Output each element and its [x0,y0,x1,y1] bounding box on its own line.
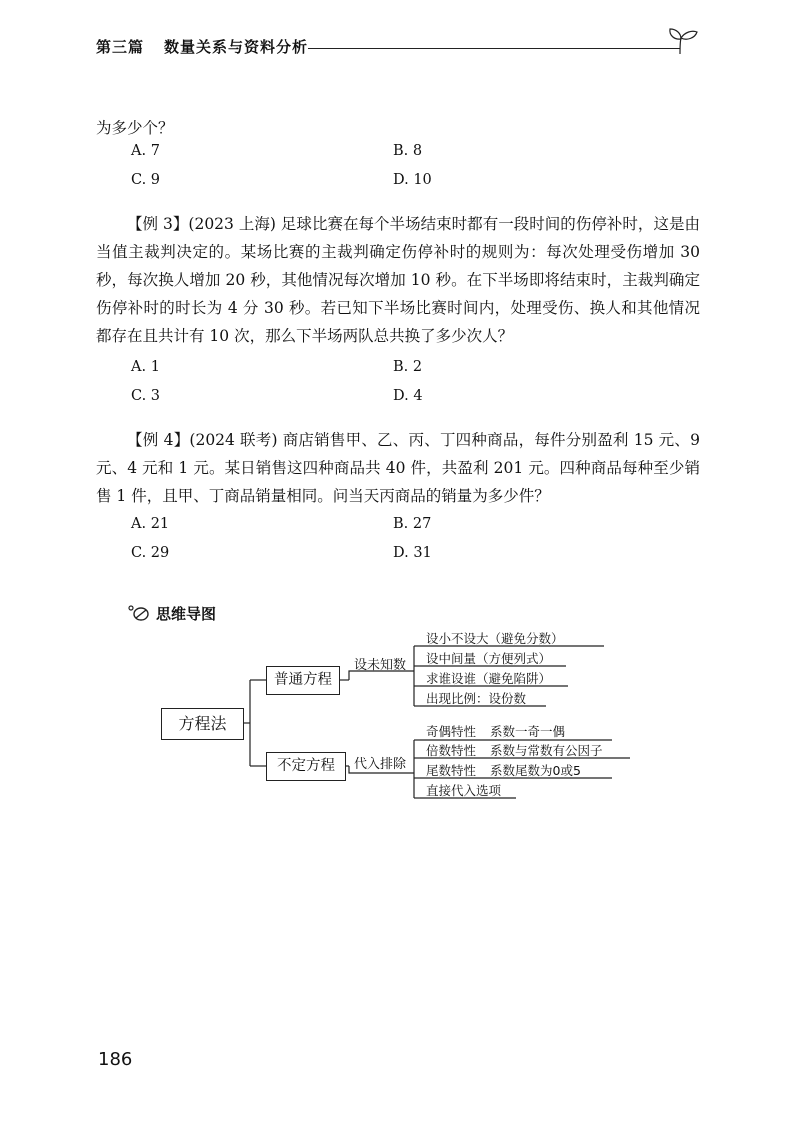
mindmap-method-unknowns: 设未知数 [354,658,407,673]
leaf-name: 倍数特性 [426,743,477,758]
mindmap-root-node: 方程法 [161,708,244,740]
mindmap-leaf [426,781,501,799]
mindmap-leaf: 设小不设大（避免分数） [426,631,564,646]
page-number: 186 [98,1049,133,1070]
mindmap-leaf [426,761,581,779]
leaf-name: 奇偶特性 [426,724,477,739]
example4-option-c: C. 29 [131,545,170,561]
prev-option-b: B. 8 [393,143,423,159]
example3-option-b: B. 2 [393,359,423,375]
example4-text: 【例 4】(2024 联考) 商店销售甲、乙、丙、丁四种商品，每件分别盈利 15 元、9 元、4 元和 1 元。某日销售这四种商品共 40 件，共盈利 201 元。四种商品每种至少销售 1 件，且甲、丁商品销量相同。问当天丙商品的销量为多少件？ [96,431,700,505]
example3-text: 【例 3】(2023 上海) 足球比赛在每个半场结束时都有一段时间的伤停补时，这是由当值主裁判决定的。某场比赛的主裁判确定伤停补时的规则为：每次处理受伤增加 30 秒，每次换人增加 20 秒，其他情况每次增加 10 秒。在下半场即将结束时，主裁判确定伤停补时的时长为 4 分 30 秒。若已知下半场比赛时间内，处理受伤、换人和其他情况都存在且共计有 10 次，那么下半场两队总共换了多少次人？ [96,215,700,345]
mindmap-method-substitution: 代入排除 [354,757,407,772]
header-title: 数量关系与资料分析 [164,38,309,56]
mindmap-leaf: 求谁设谁（避免陷阱） [426,671,552,686]
example4-option-b: B. 27 [393,516,432,532]
example3-option-c: C. 3 [131,388,161,404]
header-part: 第三篇 [96,38,145,56]
leaf-desc: 系数尾数为0或5 [490,763,581,778]
mindmap-leaf: 设中间量（方便列式） [426,651,552,666]
prev-option-d: D. 10 [393,172,432,188]
mindmap-title: 思维导图 [156,605,217,623]
leaf-desc: 系数一奇一偶 [490,724,566,739]
example4-option-d: D. 31 [393,545,432,561]
mindmap-leaf [426,741,603,759]
mindmap-leaf [426,722,565,740]
prev-question-tail: 为多少个？ [96,119,174,137]
example3-option-a: A. 1 [131,359,160,375]
leaf-name: 尾数特性 [426,763,477,778]
mindmap-branch-regular: 普通方程 [266,666,340,695]
leaf-name: 直接代入选项 [426,783,502,798]
mindmap-branch-indefinite: 不定方程 [266,752,346,781]
example4-option-a: A. 21 [131,516,170,532]
prev-option-c: C. 9 [131,172,161,188]
example3-option-d: D. 4 [393,388,423,404]
mindmap-leaf: 出现比例：设份数 [426,691,527,706]
leaf-desc: 系数与常数有公因子 [490,743,603,758]
prev-option-a: A. 7 [131,143,160,159]
